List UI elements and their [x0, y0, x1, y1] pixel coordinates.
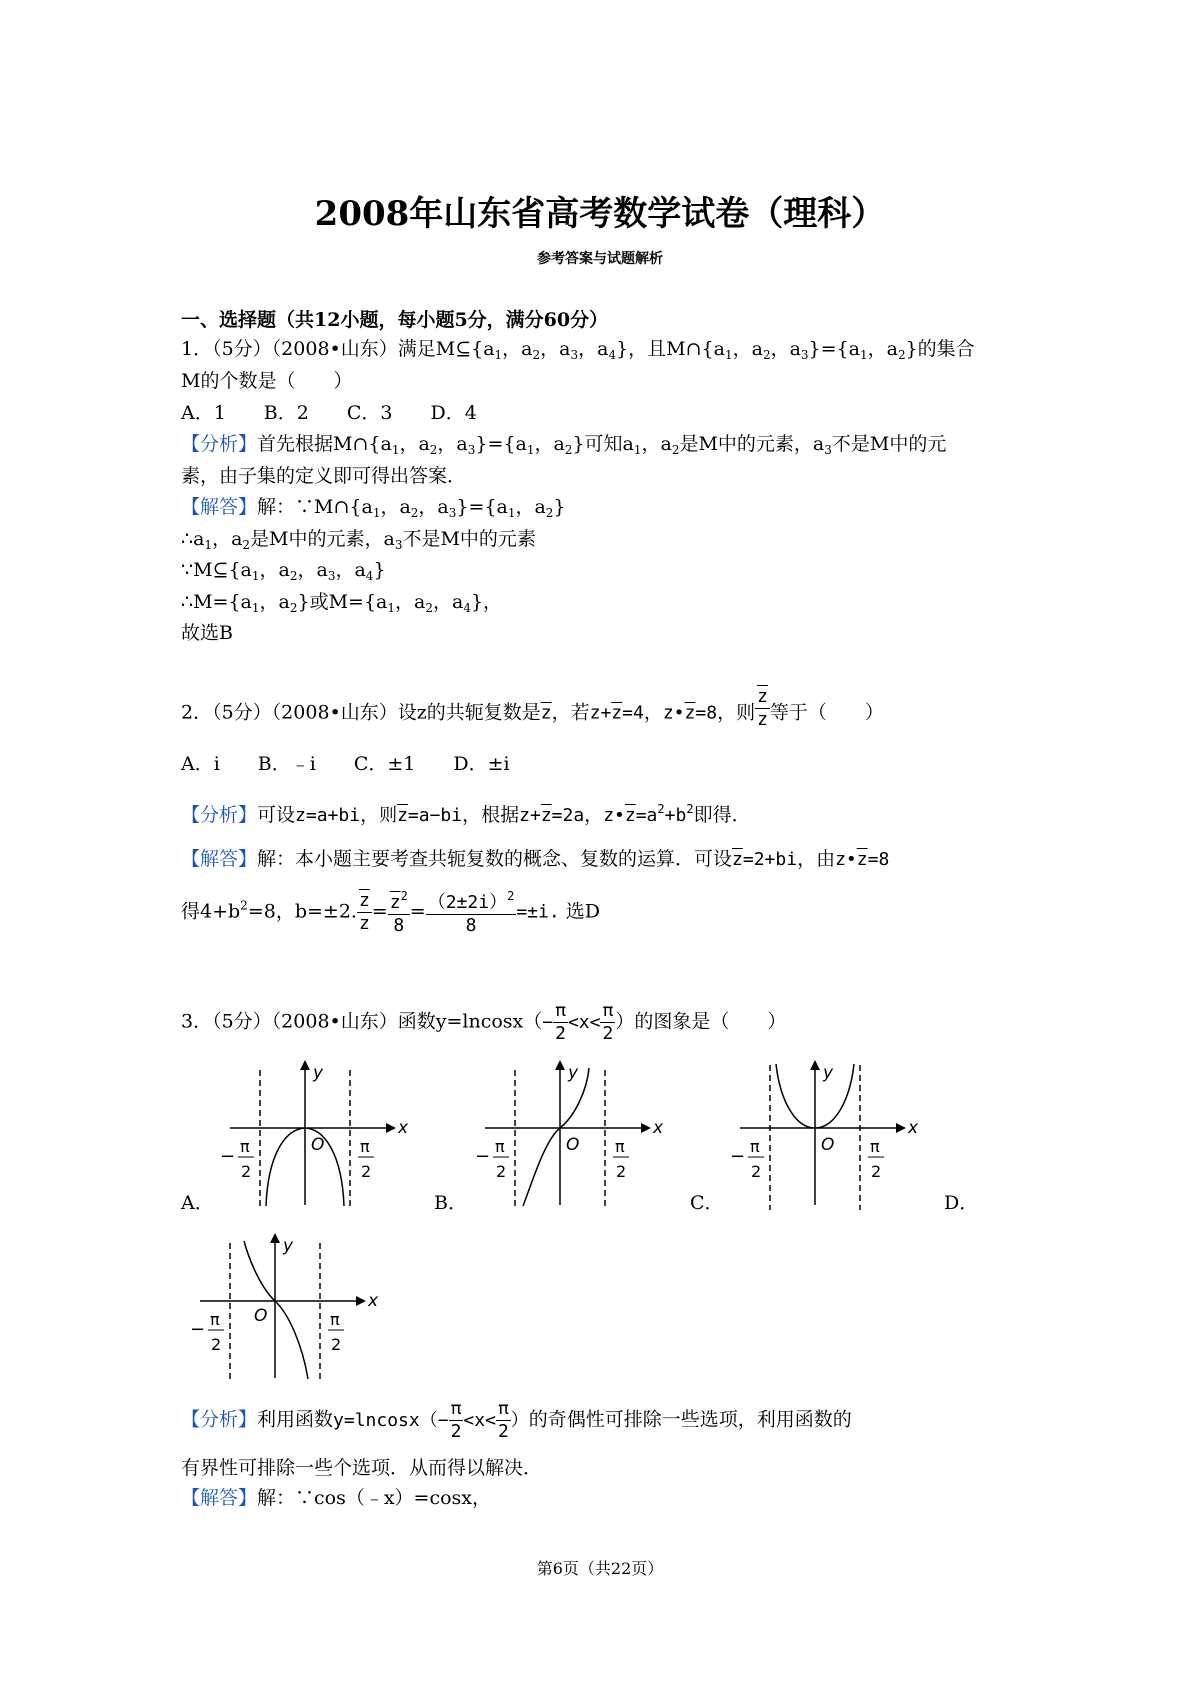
svg-text:x: x — [908, 1118, 919, 1138]
svg-text:O: O — [254, 1306, 268, 1326]
q3-option-c-label: C． — [690, 1192, 724, 1214]
q2-analysis: 【分析】可设z=a+bi，则$\overline{z}=a-bi$，根据$z+\overline{z}=2a$，$z•\overline{z}=a^2+b^2$即得． — [181, 802, 751, 826]
q2-fraction: $\frac{\overline{z}}{z}$ — [757, 686, 768, 730]
q1-answer-line3: $\because M⊆\{a_1$，$a_2$，$a_3$，$a_4$} — [181, 559, 386, 583]
q3-graph-b — [465, 1060, 675, 1210]
q3-option-a-label: A． — [181, 1192, 214, 1214]
svg-text:π: π — [615, 1137, 625, 1156]
svg-text:2: 2 — [496, 1162, 507, 1181]
svg-text:2: 2 — [241, 1162, 252, 1181]
q3-answer-line: 【解答】解：∵cos（﹣x）=cosx， — [181, 1487, 492, 1509]
section-heading: 一、选择题（共12小题，每小题5分，满分60分） — [181, 309, 609, 331]
origin-label: O — [311, 1135, 325, 1155]
page-footer: 第6页（共22页） — [536, 1559, 664, 1578]
q3-option-b-label: B． — [434, 1192, 467, 1214]
analysis-tag: 【分析】 — [181, 1408, 258, 1431]
q1-answer-line4: $\therefore M=\{a_1$，$a_2$}或$M=\{a_1$，$a_2$，$a_4$}， — [181, 591, 503, 615]
svg-text:O: O — [566, 1135, 580, 1155]
answer-tag: 【解答】 — [181, 496, 258, 518]
q1-stem-line2: M的个数是（ ） — [181, 370, 353, 392]
q2-options: A．i B．﹣i C．±1 D．±i — [181, 753, 510, 775]
svg-text:π: π — [330, 1310, 340, 1329]
q2-stem: 2．（5分）（2008•山东）设z的共轭复数是$\overline{z}$，若$z+\overline{z}=4$，$z•\overline{z}=8$，则 $\frac{\overline{z}}{z}$ 等于（ ） — [181, 686, 884, 730]
q1-answer-last: 故选B — [181, 622, 233, 644]
q1-analysis-line1: 【分析】首先根据$M\cap\{a_1$，$a_2$，$a_3\}=\{a_1$，$a_2$}可知$a_1$，$a_2$是M中的元素，$a_3$不是M中的元 — [181, 433, 947, 457]
svg-text:2: 2 — [616, 1162, 627, 1181]
answer-tag: 【解答】 — [181, 1487, 258, 1509]
q3-stem: 3．（5分）（2008•山东）函数y=lncosx（− $\frac{\pi}{2}$ <x< $\frac{\pi}{2}$ ）的图象是（ ） — [181, 1000, 787, 1044]
svg-text:2: 2 — [331, 1335, 342, 1354]
analysis-tag: 【分析】 — [181, 804, 258, 826]
svg-text:−: − — [220, 1146, 236, 1167]
svg-text:y: y — [283, 1236, 294, 1256]
q2-answer-line1: 【解答】解：本小题主要考查共轭复数的概念、复数的运算．可设$\overline{z}=2+bi$，由$z•\overline{z}=8$ — [181, 848, 890, 870]
q1-options: A．1 B．2 C．3 D．4 — [181, 402, 477, 424]
svg-text:π: π — [870, 1137, 880, 1156]
svg-text:−: − — [190, 1319, 206, 1340]
svg-text:2: 2 — [211, 1335, 222, 1354]
y-axis-label: y — [313, 1063, 324, 1083]
svg-text:2: 2 — [871, 1162, 882, 1181]
svg-text:2: 2 — [751, 1162, 762, 1181]
svg-text:y: y — [823, 1063, 834, 1083]
q3-analysis-line2: 有界性可排除一些个选项．从而得以解决． — [181, 1457, 543, 1479]
svg-text:π: π — [210, 1310, 220, 1329]
svg-text:−: − — [730, 1146, 746, 1167]
q3-graph-d — [180, 1233, 390, 1383]
svg-text:x: x — [368, 1291, 379, 1311]
svg-text:x: x — [653, 1118, 664, 1138]
svg-text:π: π — [495, 1137, 505, 1156]
x-axis-label: x — [398, 1118, 409, 1138]
q3-analysis-line1: 【分析】利用函数y=lncosx（− $\frac{\pi}{2}$ <x< $\frac{\pi}{2}$ ）的奇偶性可排除一些选项，利用函数的 — [181, 1398, 852, 1442]
svg-text:y: y — [568, 1063, 579, 1083]
svg-text:O: O — [821, 1135, 835, 1155]
svg-text:−: − — [475, 1146, 491, 1167]
svg-text:π: π — [360, 1137, 370, 1156]
q1-analysis-line2: 素，由子集的定义即可得出答案． — [181, 465, 467, 487]
q3-option-d-label: D． — [944, 1192, 979, 1214]
answer-tag: 【解答】 — [181, 848, 258, 870]
q3-graph-c — [720, 1060, 930, 1210]
q1-answer-line1: 【解答】解：$\because M\cap\{a_1$，$a_2$，$a_3\}=\{a_1$，$a_2$} — [181, 496, 566, 520]
analysis-tag: 【分析】 — [181, 433, 258, 455]
svg-text:π: π — [240, 1137, 250, 1156]
q1-answer-line2: $\therefore a_1$，$a_2$是M中的元素，$a_3$不是M中的元素 — [181, 528, 536, 552]
page-title: 2008年山东省高考数学试卷（理科） — [314, 194, 886, 234]
q3-graph-a — [210, 1060, 420, 1210]
q1-stem-line1: 1．（5分）（2008•山东）满足$M⊆\{a_1$，$a_2$，$a_3$，$a_4$}，且$M\cap\{a_1$，$a_2$，$a_3\}=\{a_1$，$a_2$}的集合 — [181, 338, 975, 362]
q2-answer-line2: 得$4+b^2=8$，b=±2. $\frac{\overline{z}}{z}$ = $\frac{\overline{z}^2}{8}$ = $\frac{(2\pm 2i)^2}{8}$ =±i. 选D — [181, 889, 600, 936]
svg-text:π: π — [750, 1137, 760, 1156]
svg-text:2: 2 — [361, 1162, 372, 1181]
page-subtitle: 参考答案与试题解析 — [537, 251, 663, 267]
